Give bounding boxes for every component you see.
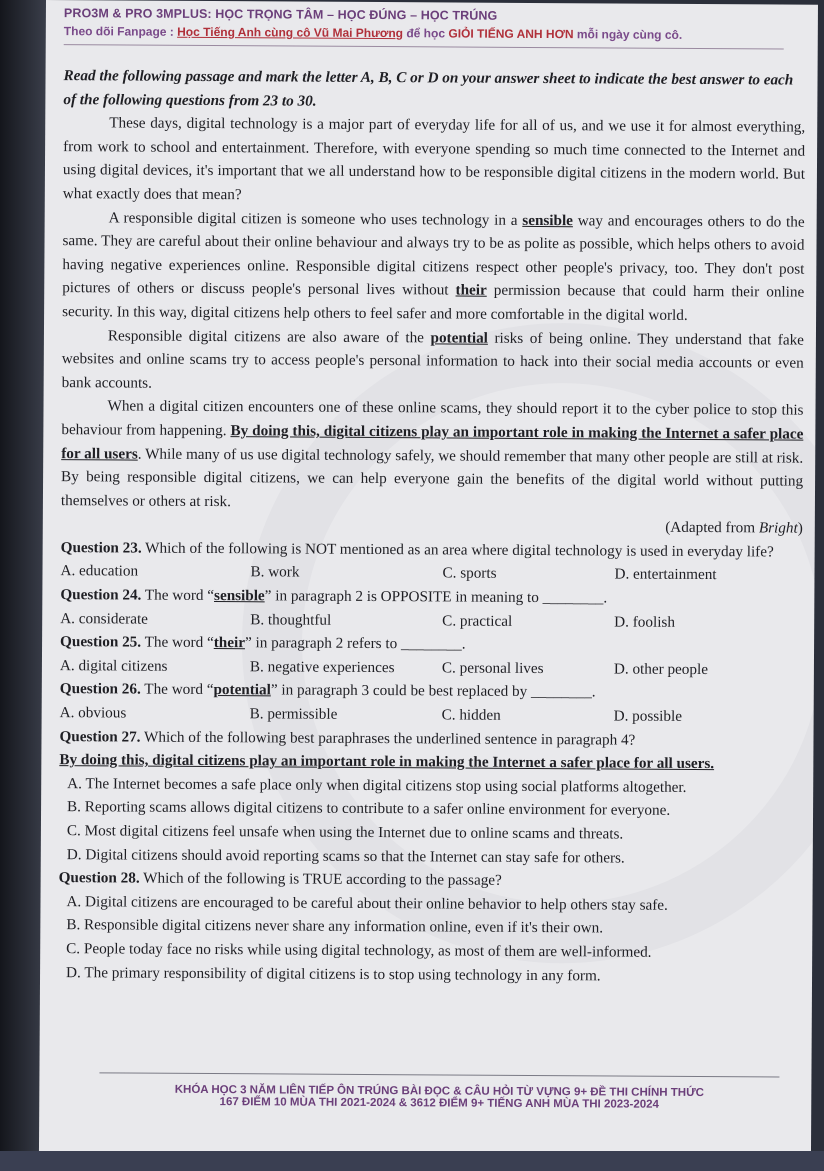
- question-label: Question 24.: [60, 586, 142, 604]
- source-suffix: ): [797, 519, 803, 537]
- option-b[interactable]: B. thoughtful: [250, 610, 332, 629]
- underlined-sentence: By doing this, digital citizens play an important role in making the Internet a safer place for all users: [61, 422, 804, 463]
- option-a[interactable]: A. education: [60, 562, 139, 581]
- question-label: Question 26.: [59, 680, 141, 699]
- question-text-a: The word “: [141, 586, 215, 605]
- question-label: Question 28.: [58, 869, 140, 887]
- option-d[interactable]: D. other people: [613, 660, 709, 678]
- p2-text-c: permission because that could harm their online security. In this way, digital citizens help others to feel safer and more comfortable in the digital world.: [62, 282, 805, 324]
- question-28-options: [58, 890, 801, 989]
- option-c[interactable]: C. sports: [442, 564, 497, 583]
- option-d[interactable]: D. entertainment: [614, 565, 717, 584]
- p4-text-a: When a digital citizen encounters one of these online scams, they should report it to the cyber police to stop this behaviour from happening.: [61, 397, 804, 440]
- question-label: Question 27.: [59, 727, 141, 746]
- question-text-a: The word “: [141, 633, 214, 652]
- page-header: [64, 6, 804, 50]
- question-text: Which of the following best paraphrases the underlined sentence in paragraph 4?: [140, 728, 636, 749]
- question-text-b: ” in paragraph 2 refers to ________.: [244, 634, 466, 653]
- p2-text-a: A responsible digital citizen is someone who uses technology in a: [108, 208, 523, 229]
- question-text-b: ” in paragraph 2 is OPPOSITE in meaning to ________.: [264, 587, 608, 607]
- option-c[interactable]: C. hidden: [441, 706, 501, 724]
- question-text: Which of the following is TRUE according to the passage?: [139, 869, 502, 889]
- p4-text-b: . While many of us use digital technology safely, we should remember that many other people are still at risk. By being responsible digital citizens, we can help everyone gain the benefits of the digital world without putting themselves or others at risk.: [60, 445, 804, 510]
- header-divider: [64, 44, 784, 49]
- passage-paragraph-3: [62, 324, 804, 399]
- word-sensible: sensible: [522, 211, 574, 229]
- passage-paragraph-1: These days, digital technology is a major part of everyday life for all of us, and we use it for almost everything, from work to school and entertainment. Therefore, with everyone spending so much time connected to the Internet and using digital devices, it's important that we all understand how to be responsible digital citizens in the modern world. But what exactly does that mean?: [62, 114, 806, 204]
- page-footer: [99, 1072, 779, 1111]
- footer-line-2: 167 ĐIỂM 10 MÙA THI 2021-2024 & 3612 ĐIỂM 9+ TIẾNG ANH MÙA THI 2023-2024: [219, 1096, 660, 1111]
- option-c[interactable]: C. Most digital citizens feel unsafe when using the Internet due to online scams and threats.: [66, 822, 624, 843]
- header-prefix: Theo dõi Fanpage :: [63, 24, 178, 39]
- passage-paragraph-4: [61, 394, 804, 516]
- p2-text-b: way and encourages others to do the same. They are careful about their online behaviour and always try to be as polite as possible, which helps others to avoid having negative experiences online. Responsible digital citizens respect other people's privacy, too. They don't post pictures of others or discuss people's personal lives without: [62, 211, 805, 299]
- question-label: Question 23.: [60, 538, 142, 557]
- p3-text-b: risks of being online. They understand that fake websites and online scams try to access people's personal information to hack into their social media accounts or even bank accounts.: [61, 329, 804, 392]
- word-potential: potential: [430, 328, 488, 347]
- question-keyword: their: [213, 634, 246, 652]
- option-d[interactable]: D. Digital citizens should avoid reporting scams so that the Internet can stay safe for others.: [66, 845, 625, 867]
- header-mid: để học: [402, 26, 449, 41]
- option-b[interactable]: B. Reporting scams allows digital citizens to contribute to a safer online environment for everyone.: [67, 798, 671, 820]
- main-content: [58, 64, 806, 989]
- option-b[interactable]: B. permissible: [249, 705, 338, 723]
- footer-divider: [99, 1072, 779, 1077]
- option-a[interactable]: A. obvious: [59, 704, 127, 722]
- footer-line-1: KHÓA HỌC 3 NĂM LIÊN TIẾP ÔN TRÚNG BÀI ĐỌC & CÂU HỎI TỪ VỰNG 9+ ĐỀ THI CHÍNH THỨC: [174, 1083, 704, 1100]
- option-a[interactable]: A. considerate: [60, 609, 148, 628]
- question-27-options: [59, 772, 802, 871]
- header-line-1: PRO3M & PRO 3MPLUS: HỌC TRỌNG TÂM – HỌC ĐÚNG – HỌC TRÚNG: [63, 6, 498, 23]
- option-c[interactable]: C. practical: [442, 612, 513, 630]
- option-b[interactable]: B. negative experiences: [249, 658, 395, 676]
- p3-text-a: Responsible digital citizens are also aware of the: [107, 326, 431, 346]
- question-27-quote: By doing this, digital citizens play an important role in making the Internet a safer place for all users.: [59, 751, 715, 773]
- option-b[interactable]: B. work: [250, 563, 300, 582]
- source-name: Bright: [758, 519, 798, 537]
- word-their: their: [455, 281, 487, 300]
- option-c[interactable]: C. People today face no risks while using digital technology, as most of them are well-informed.: [66, 940, 652, 961]
- source-prefix: (Adapted from: [665, 519, 759, 537]
- question-keyword: potential: [213, 681, 271, 699]
- option-d[interactable]: D. foolish: [614, 613, 676, 631]
- header-highlight: GIỎI TIẾNG ANH HƠN: [448, 26, 574, 42]
- option-d[interactable]: D. possible: [613, 707, 683, 725]
- bottom-edge: [0, 1151, 824, 1171]
- question-keyword: sensible: [214, 587, 265, 605]
- instruction: Read the following passage and mark the letter A, B, C or D on your answer sheet to indicate the best answer to each of the following questions from 23 to 30.: [63, 67, 794, 110]
- option-a[interactable]: A. digital citizens: [59, 656, 168, 675]
- question-text-b: ” in paragraph 3 could be best replaced by ________.: [270, 681, 596, 701]
- option-a[interactable]: A. Digital citizens are encouraged to be careful about their online behavior to help others stay safe.: [66, 892, 668, 914]
- question-text-a: The word “: [140, 681, 214, 699]
- worksheet-page: [39, 0, 818, 1156]
- header-suffix: mỗi ngày cùng cô.: [573, 27, 683, 42]
- passage-paragraph-2: [62, 206, 805, 328]
- header-line-2: [64, 24, 804, 43]
- question-label: Question 25.: [60, 633, 142, 651]
- fanpage-link[interactable]: Học Tiếng Anh cùng cô Vũ Mai Phương: [177, 24, 404, 41]
- option-b[interactable]: B. Responsible digital citizens never share any information online, even if it's their own.: [66, 916, 604, 937]
- option-a[interactable]: A. The Internet becomes a safe place only when digital citizens stop using social platforms altogether.: [67, 774, 687, 796]
- question-text: Which of the following is NOT mentioned as an area where digital technology is used in everyday life?: [141, 539, 774, 561]
- option-c[interactable]: C. personal lives: [441, 659, 544, 677]
- option-d[interactable]: D. The primary responsibility of digital citizens is to stop using technology in any form.: [66, 963, 601, 984]
